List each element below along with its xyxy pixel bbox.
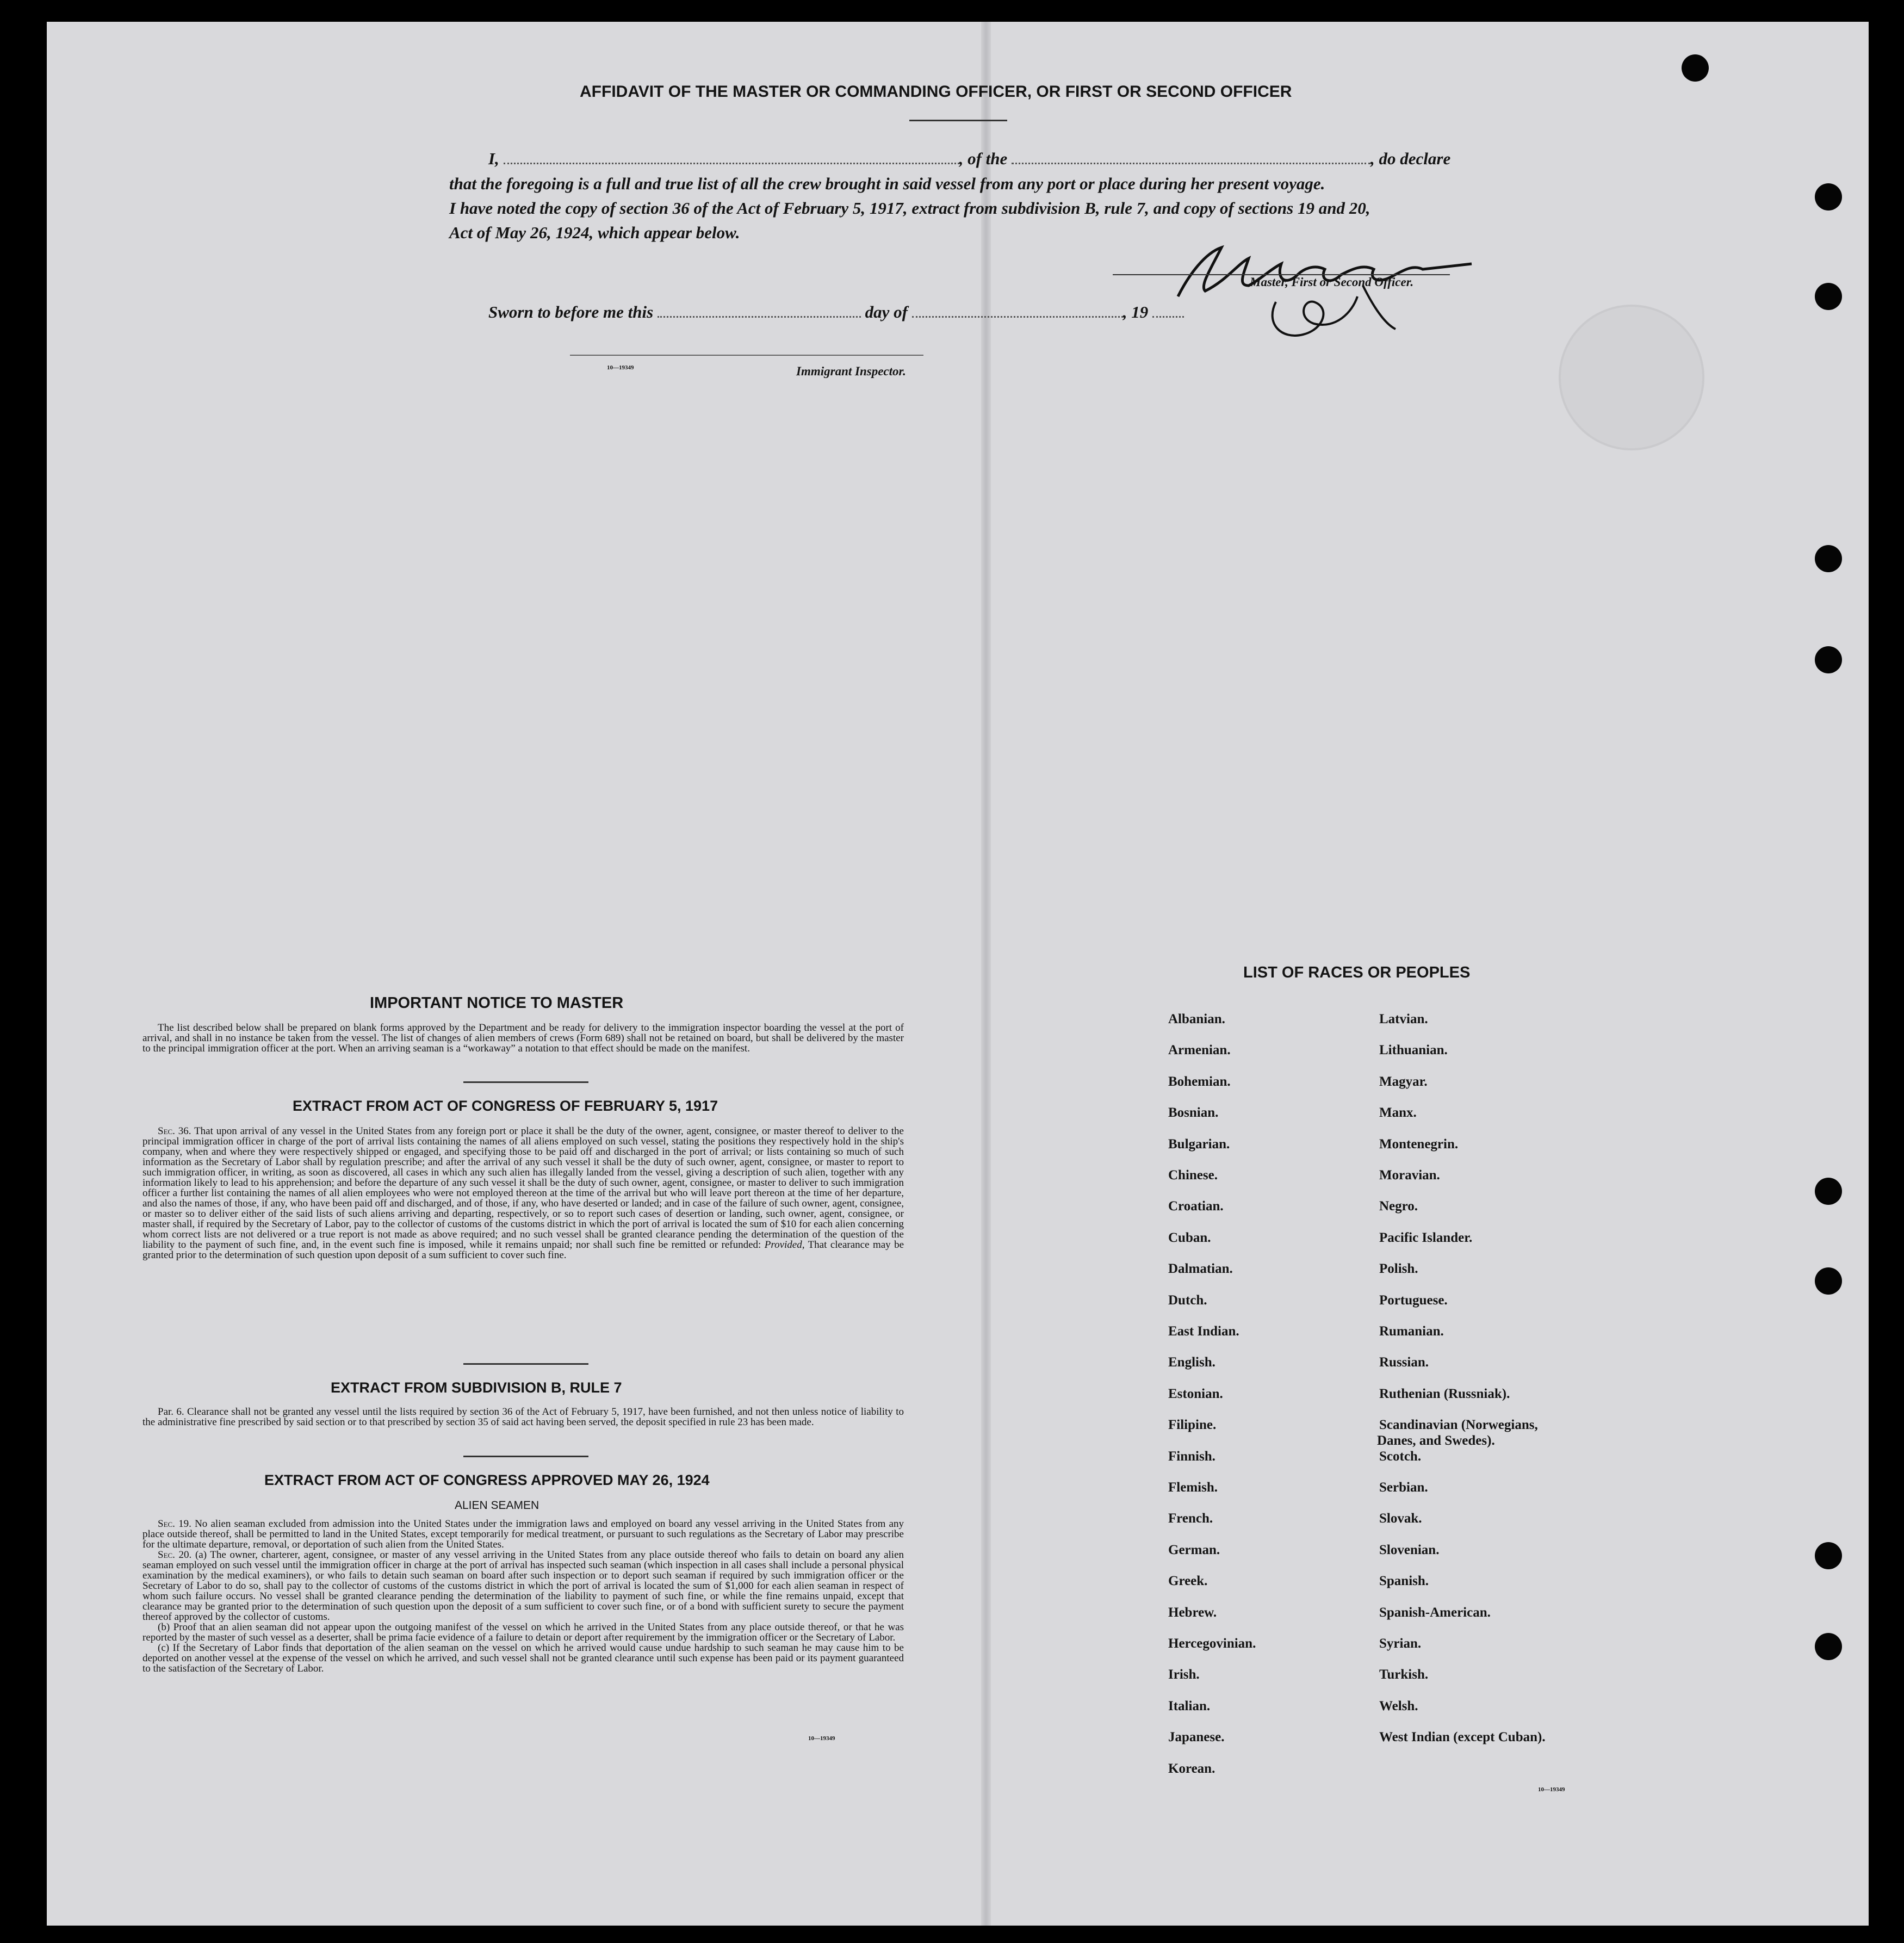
affidavit-do-declare-label: , do declare	[1370, 149, 1451, 168]
race-item: Moravian.	[1379, 1168, 1440, 1183]
race-item: Hebrew.	[1168, 1605, 1217, 1620]
divider	[463, 1363, 588, 1365]
race-item: Polish.	[1379, 1261, 1418, 1277]
affidavit-line-2: that the foregoing is a full and true list of all the crew brought in said vessel from any port or place during her present voyage.	[449, 174, 1325, 193]
sworn-line	[488, 302, 1184, 322]
race-item: Japanese.	[1168, 1730, 1225, 1745]
punch-hole	[1815, 1178, 1842, 1205]
race-item: Montenegrin.	[1379, 1136, 1459, 1152]
race-item: Magyar.	[1379, 1074, 1428, 1089]
race-item: Scotch.	[1379, 1449, 1422, 1464]
race-item: Welsh.	[1379, 1698, 1418, 1713]
affidavit-i-label: I,	[488, 149, 499, 168]
section-20b-text: (b) Proof that an alien seaman did not appear upon the outgoing manifest of the vessel on which he arrived in the United States from any place outside thereof, or that he was reported by the master of such vessel as a deserter, shall be prima facie evidence of a failure to detain or deport after requirement by the immigration officer or the Secretary of Labor.	[142, 1622, 904, 1643]
sworn-day-of: day of	[865, 302, 908, 321]
race-item: Armenian.	[1168, 1043, 1231, 1058]
race-item: Chinese.	[1168, 1168, 1218, 1183]
race-item: Korean.	[1168, 1761, 1215, 1776]
race-item: Negro.	[1379, 1199, 1418, 1214]
section-36-text: That upon arrival of any vessel in the United States from any foreign port or place it shall be the duty of the owner, agent, consignee, or master thereof to deliver to the principal immigration officer in charge of the port of arrival lists containing the names of all aliens employed on such vessel, stating the positions they respectively hold in the ship's company, when and where they were respectively shipped or engaged, and specifying those to be paid off and discharged in the port of arrival; or lists containing so much of such information as the Secretary of Labor shall by regulation prescribe; and after the arrival of any such vessel it shall be the duty of such owner, agent, consignee, or master to report to such immigration officer, in writing, as soon as discovered, all cases in which any such alien has illegally landed from the vessel, giving a description of such alien, together with any information likely to lead to his apprehension; and before the departure of any such vessel it shall be the duty of such owner, agent, consignee, or master to deliver to such immigration officer a further list containing the names of all alien employees who were not employed thereon at the time of the arrival but who will leave port thereon at the time of her departure, and also the names of those, if any, who have been paid off and discharged, and of those, if any, who have deserted or landed; and in case of the failure of such owner, agent, consignee, or master so to deliver either of the said lists of such aliens arriving and departing, respectively, or so to report such cases of desertion or landing, such owner, agent, consignee, or master shall, if required by the Secretary of Labor, pay to the collector of customs of the customs district in which the port of arrival is located the sum of $10 for each alien concerning whom correct lists are not delivered or a true report is not made as above required; and no such vessel shall be granted clearance pending the determination of the question of the liability to the payment of such fine, and, in the event such fine is imposed, while it remains unpaid; nor shall such fine be remitted or refunded:	[142, 1125, 904, 1251]
race-item: Spanish.	[1379, 1574, 1429, 1589]
extract-1924-title: EXTRACT FROM ACT OF CONGRESS APPROVED MAY 26, 1924	[264, 1472, 710, 1488]
punch-hole	[1815, 545, 1842, 572]
race-item: Bulgarian.	[1168, 1136, 1230, 1152]
race-item: Dutch.	[1168, 1292, 1207, 1308]
punch-hole	[1682, 54, 1709, 82]
race-item: East Indian.	[1168, 1324, 1239, 1339]
affidavit-declaration-line	[488, 149, 1450, 169]
affidavit-title: AFFIDAVIT OF THE MASTER OR COMMANDING OFFICER, OR FIRST OR SECOND OFFICER	[580, 83, 1292, 101]
document-sheet	[47, 22, 1869, 1926]
affidavit-line-4: Act of May 26, 1924, which appear below.	[449, 223, 740, 242]
extract-1924-subtitle: ALIEN SEAMEN	[455, 1499, 539, 1512]
race-item: Pacific Islander.	[1379, 1230, 1473, 1245]
rule7-paragraph: Par. 6. Clearance shall not be granted any vessel until the lists required by section 36 of the Act of February 5, 1917, have been furnished, and not then unless notice of liability to the administrative fine prescribed by said section or to that prescribed by section 35 of said act having been served, the deposit specified in rule 23 has been made.	[142, 1406, 904, 1428]
punch-hole	[1815, 1542, 1842, 1569]
divider	[463, 1081, 588, 1083]
extract-rule7-text	[142, 1407, 904, 1427]
race-item: Russian.	[1379, 1355, 1429, 1370]
form-number: 10—19349	[1538, 1786, 1565, 1793]
proviso-label: Provided,	[764, 1239, 805, 1251]
section-19-text: No alien seaman excluded from admission into the United States under the immigration laws and employed on board any vessel arriving in the United States from any place outside thereof, shall be permitted to land in the United States, except temporarily for medical treatment, or pursuant to such regulations as the Secretary of Labor may prescribe for the ultimate departure, removal, or deportation of such alien from the United States.	[142, 1518, 904, 1550]
vessel-blank	[1012, 163, 1370, 164]
name-blank	[504, 163, 959, 164]
inspector-line	[570, 355, 923, 356]
punch-hole	[1815, 1267, 1842, 1295]
punch-hole	[1815, 283, 1842, 310]
extract-1917-text	[142, 1126, 904, 1260]
race-item: German.	[1168, 1542, 1220, 1557]
section-label: Sec. 20.	[158, 1549, 192, 1561]
race-item: Manx.	[1379, 1105, 1417, 1121]
race-item: Flemish.	[1168, 1480, 1218, 1495]
race-item: Estonian.	[1168, 1386, 1223, 1401]
race-item: Serbian.	[1379, 1480, 1428, 1495]
extract-rule7-title: EXTRACT FROM SUBDIVISION B, RULE 7	[331, 1379, 622, 1396]
sworn-year-label: , 19	[1122, 302, 1149, 321]
proviso-text: That clearance may be granted prior to the determination of such question upon deposit of a sum sufficient to cover such fine.	[142, 1239, 904, 1261]
affidavit-line-3: I have noted the copy of section 36 of the Act of February 5, 1917, extract from subdivision B, rule 7, and copy of sections 19 and 20,	[449, 199, 1370, 218]
race-item: Croatian.	[1168, 1199, 1224, 1214]
race-item: Irish.	[1168, 1667, 1200, 1682]
notice-text	[142, 1023, 904, 1054]
race-item: Scandinavian (Norwegians,	[1379, 1418, 1538, 1433]
race-item: Bohemian.	[1168, 1074, 1231, 1089]
faint-seal-stamp	[1559, 305, 1704, 450]
race-item: Albanian.	[1168, 1012, 1225, 1026]
punch-hole	[1815, 1633, 1842, 1660]
notice-paragraph: The list described below shall be prepared on blank forms approved by the Department and be ready for delivery to the immigration inspector boarding the vessel at the port of arrival, and shall in no instance be taken from the vessel. The list of changes of alien members of crews (Form 689) shall not be retained on board, but shall be delivered by the master to the principal immigration officer at the port. When an arriving seaman is a “workaway” a notation to that effect should be made on the manifest.	[142, 1022, 904, 1054]
section-20a-text: (a) The owner, charterer, agent, consignee, or master of any vessel arriving in the United States from any place outside thereof who fails to detain on board any alien seaman employed on such vessel until the immigration officer in charge at the port of arrival has inspected such seaman (which inspection in all cases shall include a personal physical examination by the medical examiners), or who fails to detain such seaman on board after such inspection or to deport such seaman if required by such immigration officer or the Secretary of Labor to do so, shall pay to the collector of customs of the customs district in which the port of arrival is located the sum of $1,000 for each alien seaman in respect of whom such failure occurs. No vessel shall be granted clearance pending the determination of the liability to payment of such fine, or while the fine remains unpaid, except that clearance may be granted prior to the determination of such question upon the deposit of a sum sufficient to cover such fine, or of a bond with sufficient surety to secure the payment thereof approved by the collector of customs.	[142, 1549, 904, 1623]
race-item: Dalmatian.	[1168, 1261, 1233, 1277]
extract-1917-title: EXTRACT FROM ACT OF CONGRESS OF FEBRUARY 5, 1917	[293, 1098, 718, 1114]
race-item: Lithuanian.	[1379, 1043, 1448, 1058]
race-item: French.	[1168, 1511, 1213, 1526]
affidavit-of-the-label: , of the	[959, 149, 1008, 168]
form-number: 10—19349	[808, 1735, 835, 1742]
section-label: Sec. 19.	[158, 1518, 191, 1530]
race-item: Italian.	[1168, 1698, 1211, 1713]
punch-hole	[1815, 646, 1842, 673]
race-item: Slovak.	[1379, 1511, 1422, 1526]
race-item: Hercegovinian.	[1168, 1636, 1256, 1651]
divider	[463, 1456, 588, 1457]
race-item: Syrian.	[1379, 1636, 1422, 1651]
sworn-day-blank	[658, 316, 861, 318]
race-item: Turkish.	[1379, 1667, 1429, 1682]
race-item: Danes, and Swedes).	[1377, 1433, 1495, 1449]
signature-caption: Master, First or Second Officer.	[1250, 275, 1414, 289]
race-item: Latvian.	[1379, 1012, 1428, 1026]
divider	[909, 120, 1007, 121]
section-20c-text: (c) If the Secretary of Labor finds that deportation of the alien seaman on the vessel on which he arrived would cause undue hardship to such seaman he may cause him to be deported on another vessel at the expense of the vessel on which he arrived, and such vessel shall not be granted clearance until such expense has been paid or its payment guaranteed to the satisfaction of the Secretary of Labor.	[142, 1642, 904, 1674]
race-item: Slovenian.	[1379, 1542, 1440, 1557]
race-item: Filipine.	[1168, 1418, 1217, 1433]
race-item: English.	[1168, 1355, 1215, 1370]
inspector-caption: Immigrant Inspector.	[796, 364, 906, 378]
race-item: Finnish.	[1168, 1449, 1215, 1464]
punch-hole	[1815, 183, 1842, 211]
race-item: Portuguese.	[1379, 1292, 1448, 1308]
form-number: 10—19349	[607, 364, 634, 371]
race-item: Bosnian.	[1168, 1105, 1219, 1121]
race-item: Ruthenian (Russniak).	[1379, 1386, 1510, 1401]
extract-1924-text	[142, 1519, 904, 1674]
race-item: Spanish-American.	[1379, 1605, 1491, 1620]
race-item: Greek.	[1168, 1574, 1208, 1589]
race-item: Rumanian.	[1379, 1324, 1444, 1339]
race-item: West Indian (except Cuban).	[1379, 1730, 1546, 1745]
sworn-year-blank	[1152, 316, 1184, 318]
section-label: Sec. 36.	[158, 1125, 191, 1137]
sworn-month-blank	[912, 316, 1123, 318]
sworn-prefix: Sworn to before me this	[488, 302, 654, 321]
notice-title: IMPORTANT NOTICE TO MASTER	[370, 994, 624, 1012]
handwritten-signature	[1167, 231, 1515, 351]
race-item: Cuban.	[1168, 1230, 1211, 1245]
races-title: LIST OF RACES OR PEOPLES	[1243, 964, 1471, 981]
